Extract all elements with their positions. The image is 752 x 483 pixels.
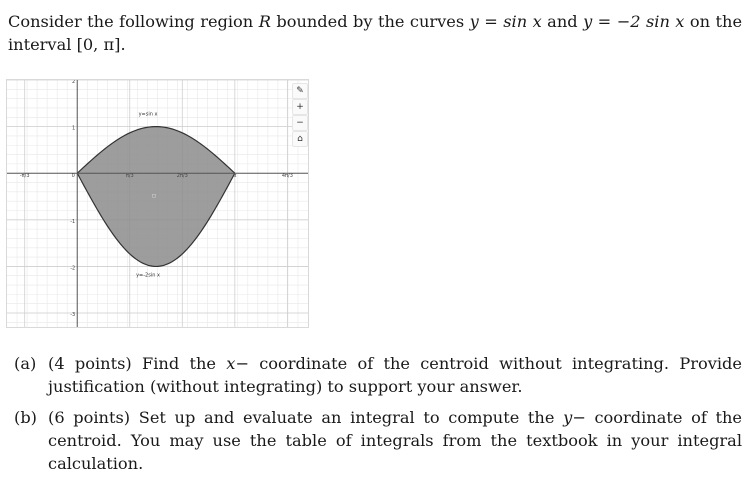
y-tick-label: -2	[70, 265, 76, 272]
intro-on-the: on the	[689, 12, 743, 31]
y-tick-label: -1	[70, 218, 76, 225]
problem-intro	[8, 10, 742, 56]
intro-text-2: bounded by the curves	[276, 12, 465, 31]
home-icon[interactable]: ⌂	[292, 131, 308, 147]
equation-sin: y = sin x	[469, 12, 542, 31]
x-tick-label: π/3	[125, 173, 134, 180]
part-a	[14, 352, 742, 398]
part-b-points: (6 points)	[48, 408, 131, 427]
part-a-points: (4 points)	[48, 354, 132, 373]
intro-and: and	[547, 12, 578, 31]
wrench-icon[interactable]: ✎	[292, 83, 308, 99]
part-a-text-2: coordinate of the centroid without integrating. Provide justification (without integrating) to support your answer.	[48, 354, 742, 396]
part-b-text	[48, 406, 742, 475]
region-plot[interactable]	[7, 80, 308, 327]
centroid-marker: ▫	[151, 191, 157, 200]
intro-period: .	[120, 35, 126, 54]
region-variable: R	[258, 12, 271, 31]
intro-interval-word: interval	[8, 35, 72, 54]
label-neg2sin-curve: y=-2sin x	[136, 272, 160, 279]
x-tick-label: π	[233, 173, 237, 180]
part-a-label: (a)	[14, 354, 37, 373]
part-a-text	[48, 352, 742, 398]
part-b	[14, 406, 742, 475]
part-a-var: x−	[226, 354, 249, 373]
part-b-var: y−	[563, 408, 586, 427]
x-tick-label: -π/3	[19, 173, 30, 180]
part-b-label: (b)	[14, 408, 37, 427]
graph-panel[interactable]	[6, 79, 309, 328]
x-tick-label: 0	[71, 173, 75, 180]
zoom-in-button[interactable]: +	[292, 99, 308, 115]
y-tick-label: 2	[72, 80, 76, 85]
y-tick-label: 1	[72, 125, 76, 132]
part-b-text-1: Set up and evaluate an integral to compute the	[138, 408, 555, 427]
label-sin-curve: y=sin x	[138, 111, 158, 118]
y-tick-label: -3	[70, 312, 76, 319]
x-tick-label: 2π/3	[176, 173, 188, 180]
zoom-out-button[interactable]: −	[292, 115, 308, 131]
question-parts	[14, 352, 742, 483]
x-tick-label: 4π/3	[281, 173, 293, 180]
intro-text-1: Consider the following region	[8, 12, 254, 31]
part-b-text-2: coordinate of the centroid. You may use the table of integrals from the textbook in your integral calculation.	[48, 408, 742, 473]
equation-neg2sin: y = −2 sin x	[583, 12, 685, 31]
part-a-text-1: Find the	[141, 354, 216, 373]
interval-value: [0, π]	[76, 35, 121, 54]
